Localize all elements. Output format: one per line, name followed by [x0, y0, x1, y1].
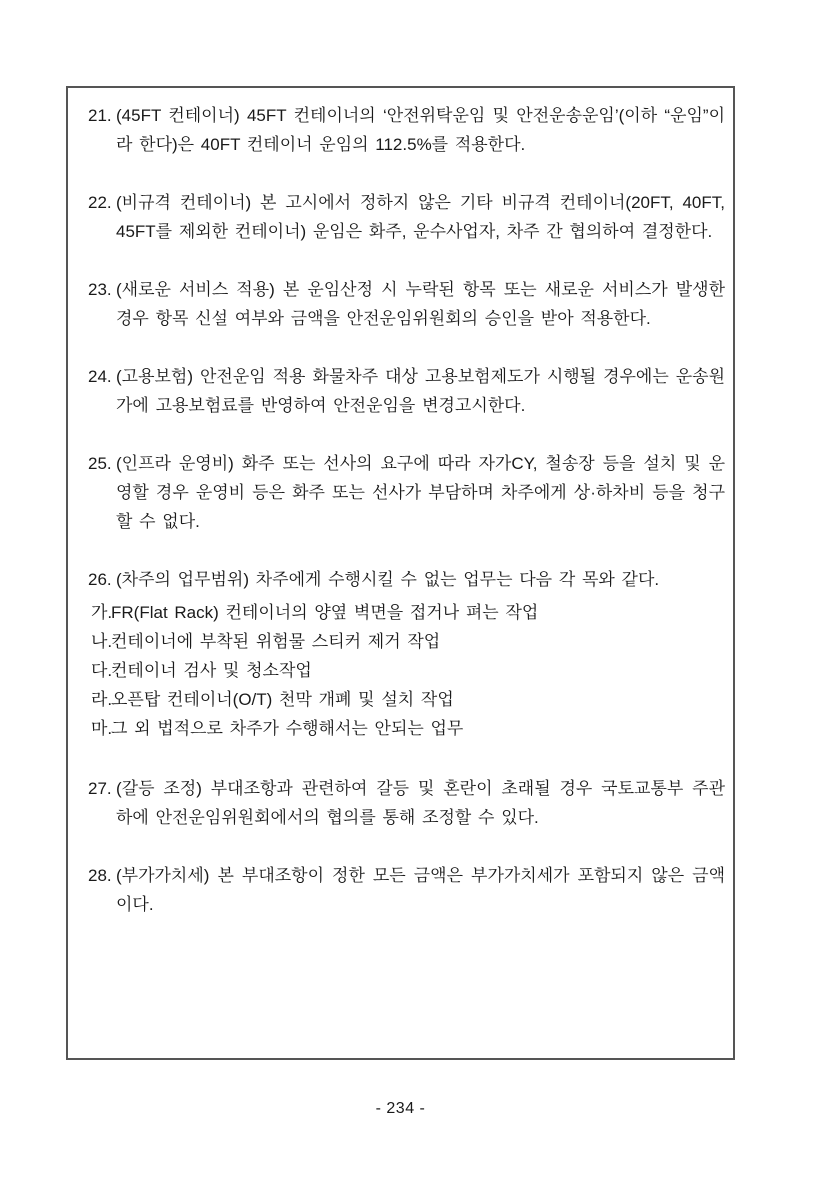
clause-text: (차주의 업무범위) 차주에게 수행시킬 수 없는 업무는 다음 각 목와 같다.	[116, 570, 660, 589]
content-border-box	[66, 86, 735, 1060]
clause-number: 28.	[88, 866, 112, 885]
clause-text: (고용보험) 안전운임 적용 화물차주 대상 고용보험제도가 시행될 경우에는 운송원가에 고용보험료를 반영하여 안전운임을 변경고시한다.	[116, 367, 725, 415]
sub-item-label: 마.	[91, 719, 113, 738]
sub-item-da	[91, 656, 725, 685]
clause-text: (인프라 운영비) 화주 또는 선사의 요구에 따라 자가CY, 철송장 등을 설치 및 운영할 경우 운영비 등은 화주 또는 선사가 부담하며 차주에게 상·하차비 등을 청구할 수 없다.	[116, 454, 725, 531]
sub-item-text: 컨테이너에 부착된 위험물 스티커 제거 작업	[111, 632, 441, 651]
clause-number: 24.	[88, 367, 112, 386]
sub-item-label: 나.	[91, 632, 113, 651]
clause-number: 26.	[88, 570, 112, 589]
sub-item-text: 오픈탑 컨테이너(O/T) 천막 개폐 및 설치 작업	[111, 690, 454, 709]
clause-26	[88, 565, 725, 594]
sub-item-label: 라.	[91, 690, 113, 709]
sub-item-ma	[91, 714, 725, 743]
sub-item-ga	[91, 598, 725, 627]
sub-item-text: FR(Flat Rack) 컨테이너의 양옆 벽면을 접거나 펴는 작업	[111, 603, 539, 622]
clause-text: (45FT 컨테이너) 45FT 컨테이너의 ‘안전위탁운임 및 안전운송운임’(이하 “운임”이라 한다)은 40FT 컨테이너 운임의 112.5%를 적용한다.	[116, 106, 725, 154]
clause-24	[88, 362, 725, 420]
sub-item-label: 다.	[91, 661, 113, 680]
clause-23	[88, 275, 725, 333]
sub-item-text: 컨테이너 검사 및 청소작업	[111, 661, 312, 680]
clause-22	[88, 188, 725, 246]
clause-number: 27.	[88, 779, 112, 798]
clause-text: (비규격 컨테이너) 본 고시에서 정하지 않은 기타 비규격 컨테이너(20FT, 40FT, 45FT를 제외한 컨테이너) 운임은 화주, 운수사업자, 차주 간 협의하여 결정한다.	[116, 193, 725, 241]
clause-28	[88, 861, 725, 919]
clause-text: (부가가치세) 본 부대조항이 정한 모든 금액은 부가가치세가 포함되지 않은 금액이다.	[116, 866, 725, 914]
sub-item-label: 가.	[91, 603, 113, 622]
clause-number: 21.	[88, 106, 112, 125]
clause-27	[88, 774, 725, 832]
clause-number: 22.	[88, 193, 112, 212]
clause-number: 23.	[88, 280, 112, 299]
clause-26-sub-list	[91, 598, 725, 743]
sub-item-text: 그 외 법적으로 차주가 수행해서는 안되는 업무	[111, 719, 464, 738]
page-number: - 234 -	[375, 1100, 426, 1117]
sub-item-na	[91, 627, 725, 656]
clause-text: (갈등 조정) 부대조항과 관련하여 갈등 및 혼란이 초래될 경우 국토교통부 주관 하에 안전운임위원회에서의 협의를 통해 조정할 수 있다.	[116, 779, 725, 827]
clause-25	[88, 449, 725, 536]
clause-21	[88, 101, 725, 159]
clause-text: (새로운 서비스 적용) 본 운임산정 시 누락된 항목 또는 새로운 서비스가 발생한 경우 항목 신설 여부와 금액을 안전운임위원회의 승인을 받아 적용한다.	[116, 280, 725, 328]
sub-item-ra	[91, 685, 725, 714]
clause-number: 25.	[88, 454, 112, 473]
